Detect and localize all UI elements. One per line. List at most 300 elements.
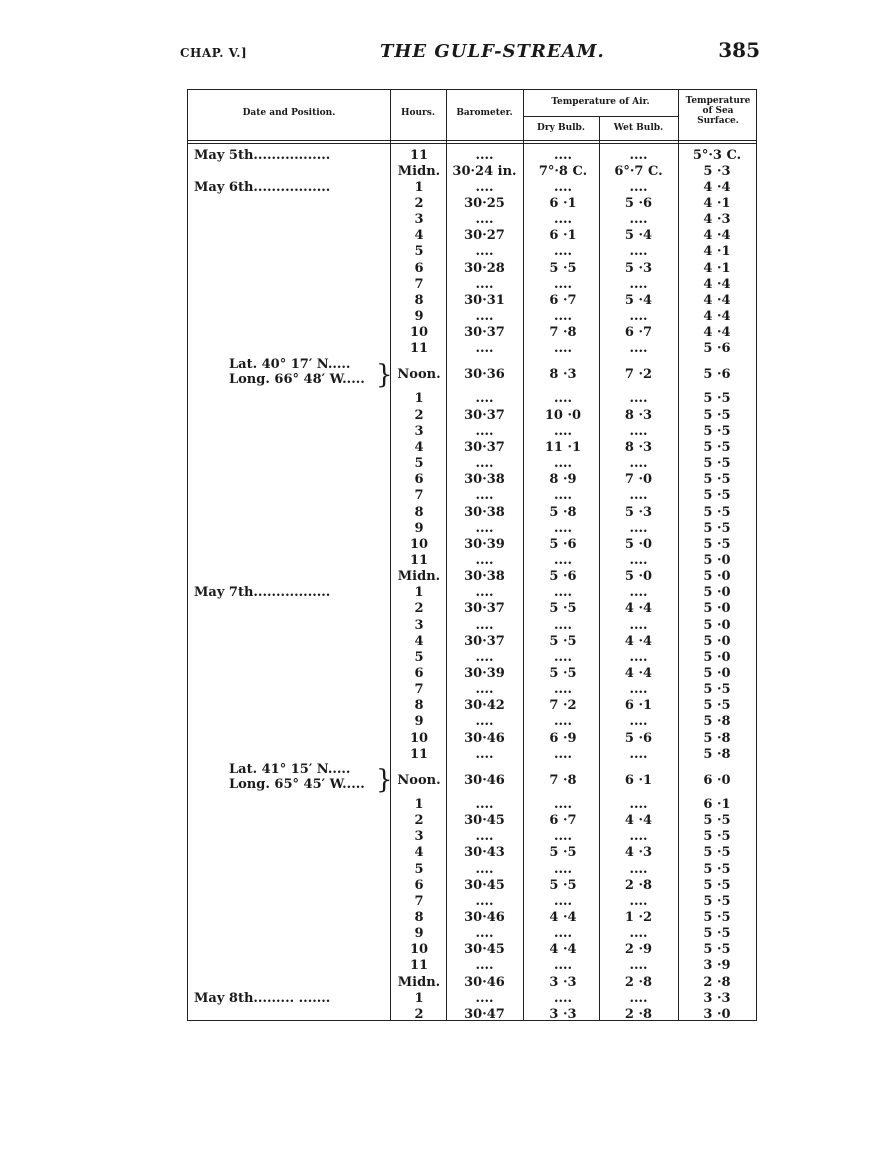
sea-temperature-cell: 5 ·0 xyxy=(703,649,731,665)
dry-bulb-cell: 11 ·1 xyxy=(544,439,582,455)
wet-bulb-cell: 5 ·3 xyxy=(624,260,653,276)
date-cell xyxy=(194,796,390,812)
date-cell: May 8th......... ....... xyxy=(194,990,331,1006)
sea-temperature-cell: 5 ·5 xyxy=(703,942,731,958)
dry-bulb-cell: 4 ·4 xyxy=(549,942,577,958)
date-cell xyxy=(194,698,390,714)
hours-cell: 4 xyxy=(414,845,424,861)
hours-cell: 10 xyxy=(409,325,429,341)
date-cell xyxy=(194,1006,390,1022)
date-cell xyxy=(194,682,390,698)
wet-bulb-cell: 6 ·1 xyxy=(624,698,653,714)
date-cell xyxy=(194,309,390,325)
wet-bulb-cell: 4 ·4 xyxy=(624,633,653,649)
date-cell: May 7th................. xyxy=(194,585,331,601)
table-row xyxy=(188,439,758,455)
wet-bulb-cell: .... xyxy=(629,617,648,633)
dry-bulb-cell: .... xyxy=(553,520,573,536)
table-row xyxy=(188,861,758,877)
wet-bulb-cell: 5 ·4 xyxy=(624,292,653,308)
wet-bulb-cell: .... xyxy=(629,309,648,324)
table-row xyxy=(188,276,758,292)
table-row xyxy=(188,730,758,746)
sea-temperature-cell: 5 ·8 xyxy=(703,730,731,746)
wet-bulb-cell: .... xyxy=(629,488,648,504)
wet-bulb-cell: 4 ·3 xyxy=(624,845,653,861)
table-row xyxy=(188,147,758,163)
table-row xyxy=(188,456,758,472)
table-row xyxy=(188,407,758,423)
hours-cell: 3 xyxy=(414,617,424,633)
hours-cell: 10 xyxy=(409,942,429,958)
table-row xyxy=(188,488,758,504)
barometer-cell: 30·37 xyxy=(464,325,505,341)
barometer-cell: 30·38 xyxy=(464,472,505,488)
table-row xyxy=(188,617,758,633)
hours-cell: 8 xyxy=(414,909,424,925)
wet-bulb-cell: 6°·7 C. xyxy=(614,163,663,179)
sea-temperature-cell: 5 ·5 xyxy=(703,488,731,504)
dry-bulb-cell: .... xyxy=(553,682,573,698)
sea-temperature-cell: 3 ·0 xyxy=(703,1006,731,1022)
table-row xyxy=(188,698,758,714)
date-cell xyxy=(194,423,390,439)
barometer-cell: 30·42 xyxy=(464,698,505,714)
barometer-cell: .... xyxy=(475,829,494,845)
sea-temperature-cell: 5 ·5 xyxy=(703,893,731,909)
header-dry-bulb: Dry Bulb. xyxy=(537,123,585,133)
table-row xyxy=(188,244,758,260)
dry-bulb-cell: .... xyxy=(553,861,573,877)
dry-bulb-cell: 8 ·3 xyxy=(549,367,577,383)
observation-table xyxy=(187,89,757,1021)
date-cell xyxy=(194,520,390,536)
wet-bulb-cell: .... xyxy=(629,990,648,1006)
hours-cell: 1 xyxy=(414,796,424,812)
header-rule xyxy=(188,143,756,144)
date-cell: May 5th................. xyxy=(194,147,331,163)
wet-bulb-cell: 4 ·4 xyxy=(624,813,653,829)
sea-temperature-cell: 5 ·6 xyxy=(703,367,731,383)
hours-cell: 1 xyxy=(414,990,424,1006)
date-cell xyxy=(194,244,390,260)
hours-cell: 7 xyxy=(414,682,424,698)
hours-cell: 5 xyxy=(414,861,424,877)
dry-bulb-cell: 6 ·1 xyxy=(549,195,577,211)
barometer-cell: 30·27 xyxy=(464,228,505,244)
sea-temperature-cell: 4 ·4 xyxy=(703,309,731,324)
header-sea-temperature: Temperature of Sea Surface. xyxy=(685,96,751,126)
hours-cell: 1 xyxy=(414,179,424,195)
sea-temperature-cell: 5 ·5 xyxy=(703,504,731,520)
sea-temperature-cell: 3 ·3 xyxy=(703,990,731,1006)
barometer-cell: .... xyxy=(475,488,494,504)
sea-temperature-cell: 3 ·9 xyxy=(703,958,731,974)
table-row xyxy=(188,325,758,341)
sea-temperature-cell: 5 ·5 xyxy=(703,698,731,714)
wet-bulb-cell: 5 ·6 xyxy=(624,730,653,746)
hours-cell: 3 xyxy=(414,829,424,845)
hours-cell: 8 xyxy=(414,698,424,714)
barometer-cell: 30·38 xyxy=(464,569,505,585)
hours-cell: 11 xyxy=(409,341,429,357)
wet-bulb-cell: .... xyxy=(629,520,648,536)
sea-temperature-cell: 5 ·0 xyxy=(703,569,731,585)
dry-bulb-cell: .... xyxy=(553,649,573,665)
wet-bulb-cell: .... xyxy=(629,746,648,762)
date-cell xyxy=(194,942,390,958)
barometer-cell: 30·37 xyxy=(464,407,505,423)
table-row xyxy=(188,1006,758,1022)
barometer-cell: .... xyxy=(475,456,494,472)
wet-bulb-cell: 6 ·7 xyxy=(624,325,653,341)
table-row xyxy=(188,163,758,179)
header-hours: Hours. xyxy=(401,108,435,118)
wet-bulb-cell: .... xyxy=(629,212,648,228)
barometer-cell: 30·38 xyxy=(464,504,505,520)
latitude-label: Lat. 41° 15′ N..... xyxy=(229,762,351,778)
table-row xyxy=(188,877,758,893)
barometer-cell: 30·24 in. xyxy=(452,163,517,179)
table-row xyxy=(188,585,758,601)
barometer-cell: .... xyxy=(475,893,494,909)
dry-bulb-cell: 6 ·1 xyxy=(549,228,577,244)
table-row xyxy=(188,195,758,211)
wet-bulb-cell: 6 ·1 xyxy=(624,772,653,788)
table-row xyxy=(188,260,758,276)
dry-bulb-cell: 5 ·5 xyxy=(549,877,577,893)
wet-bulb-cell: 4 ·4 xyxy=(624,601,653,617)
date-cell xyxy=(194,633,390,649)
sea-temperature-cell: 5 ·5 xyxy=(703,423,731,439)
date-cell xyxy=(194,552,390,568)
hours-cell: 7 xyxy=(414,893,424,909)
wet-bulb-cell: .... xyxy=(629,391,648,407)
hours-cell: 9 xyxy=(414,520,424,536)
sea-temperature-cell: 5 ·5 xyxy=(703,391,731,407)
dry-bulb-cell: 6 ·9 xyxy=(549,730,577,746)
table-row xyxy=(188,536,758,552)
barometer-cell: .... xyxy=(475,244,494,260)
sea-temperature-cell: 5 ·5 xyxy=(703,909,731,925)
sea-temperature-cell: 5 ·5 xyxy=(703,845,731,861)
date-cell xyxy=(194,260,390,276)
table-row xyxy=(188,228,758,244)
dry-bulb-cell: .... xyxy=(553,829,573,845)
date-cell xyxy=(194,926,390,942)
table-row xyxy=(188,309,758,325)
dry-bulb-cell: .... xyxy=(553,585,573,601)
barometer-cell: 30·46 xyxy=(464,974,505,990)
hours-cell: 8 xyxy=(414,292,424,308)
dry-bulb-cell: .... xyxy=(553,244,573,260)
wet-bulb-cell: .... xyxy=(629,649,648,665)
sea-temperature-cell: 4 ·4 xyxy=(703,276,731,292)
wet-bulb-cell: .... xyxy=(629,341,648,357)
dry-bulb-cell: 8 ·9 xyxy=(549,472,577,488)
hours-cell: 2 xyxy=(414,195,424,211)
brace-icon: } xyxy=(376,359,393,390)
brace-icon: } xyxy=(376,765,393,796)
sea-temperature-cell: 5 ·5 xyxy=(703,861,731,877)
date-cell xyxy=(194,488,390,504)
hours-cell: 5 xyxy=(414,649,424,665)
sea-temperature-cell: 5 ·8 xyxy=(703,714,731,730)
table-row xyxy=(188,341,758,357)
barometer-cell: 30·47 xyxy=(464,1006,505,1022)
dry-bulb-cell: .... xyxy=(553,309,573,324)
hours-cell: 1 xyxy=(414,391,424,407)
date-cell xyxy=(194,861,390,877)
dry-bulb-cell: .... xyxy=(553,746,573,762)
hours-cell: 9 xyxy=(414,714,424,730)
date-cell: May 6th................. xyxy=(194,179,331,195)
sea-temperature-cell: 4 ·1 xyxy=(703,195,731,211)
hours-cell: 9 xyxy=(414,309,424,324)
wet-bulb-cell: 5 ·0 xyxy=(624,569,653,585)
barometer-cell: .... xyxy=(475,341,494,357)
sea-temperature-cell: 5 ·5 xyxy=(703,682,731,698)
hours-cell: 4 xyxy=(414,228,424,244)
date-cell xyxy=(194,292,390,308)
date-cell xyxy=(194,456,390,472)
running-head xyxy=(180,38,760,66)
dry-bulb-cell: 5 ·5 xyxy=(549,633,577,649)
wet-bulb-cell: .... xyxy=(629,714,648,730)
wet-bulb-cell: .... xyxy=(629,147,648,163)
sea-temperature-cell: 5 ·6 xyxy=(703,341,731,357)
wet-bulb-cell: 7 ·2 xyxy=(624,367,653,383)
dry-bulb-cell: 3 ·3 xyxy=(549,1006,577,1022)
sea-temperature-cell: 4 ·4 xyxy=(703,292,731,308)
dry-bulb-cell: 7°·8 C. xyxy=(538,163,588,179)
sea-temperature-cell: 5 ·0 xyxy=(703,633,731,649)
date-cell xyxy=(194,504,390,520)
dry-bulb-cell: .... xyxy=(553,456,573,472)
wet-bulb-cell: 8 ·3 xyxy=(624,407,653,423)
date-cell xyxy=(194,212,390,228)
barometer-cell: 30·46 xyxy=(464,730,505,746)
wet-bulb-cell: 5 ·4 xyxy=(624,228,653,244)
barometer-cell: 30·36 xyxy=(464,367,505,383)
date-cell xyxy=(194,341,390,357)
header-rule xyxy=(523,116,678,117)
header-barometer: Barometer. xyxy=(456,108,513,118)
barometer-cell: 30·39 xyxy=(464,536,505,552)
dry-bulb-cell: .... xyxy=(553,423,573,439)
wet-bulb-cell: 5 ·6 xyxy=(624,195,653,211)
hours-cell: Midn. xyxy=(397,974,441,990)
sea-temperature-cell: 5 ·5 xyxy=(703,439,731,455)
sea-temperature-cell: 4 ·1 xyxy=(703,260,731,276)
sea-temperature-cell: 5 ·0 xyxy=(703,666,731,681)
header-date: Date and Position. xyxy=(242,108,336,118)
sea-temperature-cell: 5 ·5 xyxy=(703,472,731,488)
dry-bulb-cell: .... xyxy=(553,617,573,633)
barometer-cell: 30·45 xyxy=(464,877,505,893)
sea-temperature-cell: 4 ·3 xyxy=(703,212,731,228)
table-row xyxy=(188,357,758,393)
hours-cell: 8 xyxy=(414,504,424,520)
table-row xyxy=(188,926,758,942)
sea-temperature-cell: 5 ·5 xyxy=(703,520,731,536)
dry-bulb-cell: 5 ·5 xyxy=(549,260,577,276)
wet-bulb-cell: .... xyxy=(629,276,648,292)
barometer-cell: .... xyxy=(475,990,494,1006)
barometer-cell: .... xyxy=(475,861,494,877)
hours-cell: 1 xyxy=(414,585,424,601)
barometer-cell: .... xyxy=(475,147,494,163)
sea-temperature-cell: 5 ·5 xyxy=(703,407,731,423)
table-row xyxy=(188,472,758,488)
dry-bulb-cell: .... xyxy=(553,212,573,228)
dry-bulb-cell: .... xyxy=(553,391,573,407)
barometer-cell: .... xyxy=(475,520,494,536)
date-cell xyxy=(194,730,390,746)
table-row xyxy=(188,552,758,568)
date-cell xyxy=(194,601,390,617)
wet-bulb-cell: .... xyxy=(629,796,648,812)
barometer-cell: .... xyxy=(475,617,494,633)
hours-cell: 2 xyxy=(414,813,424,829)
dry-bulb-cell: 10 ·0 xyxy=(544,407,582,423)
dry-bulb-cell: 5 ·8 xyxy=(549,504,577,520)
table-row xyxy=(188,909,758,925)
date-cell xyxy=(194,746,390,762)
header-air-temperature: Temperature of Air. xyxy=(551,97,650,107)
barometer-cell: .... xyxy=(475,714,494,730)
hours-cell: 3 xyxy=(414,423,424,439)
dry-bulb-cell: .... xyxy=(553,926,573,942)
hours-cell: 2 xyxy=(414,601,424,617)
barometer-cell: 30·25 xyxy=(464,195,505,211)
latitude-label: Lat. 40° 17′ N..... xyxy=(229,356,351,372)
barometer-cell: 30·39 xyxy=(464,666,505,681)
date-cell xyxy=(194,958,390,974)
sea-temperature-cell: 5 ·0 xyxy=(703,585,731,601)
table-row xyxy=(188,829,758,845)
table-row xyxy=(188,845,758,861)
chapter-label: CHAP. V.] xyxy=(180,46,248,60)
date-cell xyxy=(194,569,390,585)
dry-bulb-cell: 7 ·8 xyxy=(549,772,577,788)
sea-temperature-cell: 5°·3 C. xyxy=(692,147,742,163)
hours-cell: 11 xyxy=(409,147,429,163)
dry-bulb-cell: .... xyxy=(553,147,573,163)
hours-cell: 10 xyxy=(409,536,429,552)
table-row xyxy=(188,762,758,798)
sea-temperature-cell: 5 ·5 xyxy=(703,813,731,829)
dry-bulb-cell: 5 ·5 xyxy=(549,845,577,861)
wet-bulb-cell: .... xyxy=(629,829,648,845)
barometer-cell: 30·45 xyxy=(464,942,505,958)
table-row xyxy=(188,714,758,730)
sea-temperature-cell: 5 ·5 xyxy=(703,536,731,552)
longitude-label: Long. 65° 45′ W..... xyxy=(229,777,365,793)
wet-bulb-cell: .... xyxy=(629,958,648,974)
hours-cell: 11 xyxy=(409,552,429,568)
hours-cell: 6 xyxy=(414,877,424,893)
dry-bulb-cell: .... xyxy=(553,990,573,1006)
hours-cell: 5 xyxy=(414,244,424,260)
sea-temperature-cell: 4 ·4 xyxy=(703,179,731,195)
barometer-cell: 30·46 xyxy=(464,772,505,788)
hours-cell: 6 xyxy=(414,260,424,276)
dry-bulb-cell: 7 ·2 xyxy=(549,698,577,714)
sea-temperature-cell: 5 ·3 xyxy=(703,163,731,179)
table-row xyxy=(188,893,758,909)
table-row xyxy=(188,292,758,308)
dry-bulb-cell: .... xyxy=(553,796,573,812)
barometer-cell: .... xyxy=(475,309,494,324)
wet-bulb-cell: .... xyxy=(629,682,648,698)
sea-temperature-cell: 5 ·0 xyxy=(703,552,731,568)
barometer-cell: 30·45 xyxy=(464,813,505,829)
barometer-cell: .... xyxy=(475,746,494,762)
sea-temperature-cell: 4 ·4 xyxy=(703,325,731,341)
sea-temperature-cell: 5 ·5 xyxy=(703,456,731,472)
wet-bulb-cell: .... xyxy=(629,926,648,942)
date-cell xyxy=(194,649,390,665)
date-cell xyxy=(194,536,390,552)
date-cell xyxy=(194,909,390,925)
wet-bulb-cell: .... xyxy=(629,585,648,601)
table-row xyxy=(188,990,758,1006)
table-row xyxy=(188,649,758,665)
wet-bulb-cell: 5 ·0 xyxy=(624,536,653,552)
wet-bulb-cell: 7 ·0 xyxy=(624,472,653,488)
barometer-cell: .... xyxy=(475,585,494,601)
dry-bulb-cell: .... xyxy=(553,341,573,357)
date-cell xyxy=(194,407,390,423)
hours-cell: 4 xyxy=(414,439,424,455)
wet-bulb-cell: .... xyxy=(629,423,648,439)
hours-cell: 7 xyxy=(414,276,424,292)
hours-cell: 11 xyxy=(409,958,429,974)
sea-temperature-cell: 4 ·4 xyxy=(703,228,731,244)
table-row xyxy=(188,942,758,958)
table-row xyxy=(188,666,758,682)
table-row xyxy=(188,520,758,536)
barometer-cell: 30·28 xyxy=(464,260,505,276)
barometer-cell: 30·37 xyxy=(464,439,505,455)
barometer-cell: .... xyxy=(475,276,494,292)
date-cell xyxy=(194,813,390,829)
table-row xyxy=(188,682,758,698)
wet-bulb-cell: .... xyxy=(629,244,648,260)
date-cell xyxy=(194,714,390,730)
barometer-cell: .... xyxy=(475,423,494,439)
hours-cell: 6 xyxy=(414,666,424,681)
date-cell xyxy=(194,893,390,909)
wet-bulb-cell: .... xyxy=(629,456,648,472)
sea-temperature-cell: 5 ·5 xyxy=(703,829,731,845)
wet-bulb-cell: 5 ·3 xyxy=(624,504,653,520)
barometer-cell: 30·46 xyxy=(464,909,505,925)
wet-bulb-cell: .... xyxy=(629,861,648,877)
table-row xyxy=(188,179,758,195)
barometer-cell: .... xyxy=(475,391,494,407)
barometer-cell: 30·31 xyxy=(464,292,505,308)
sea-temperature-cell: 6 ·1 xyxy=(703,796,731,812)
hours-cell: 2 xyxy=(414,1006,424,1022)
hours-cell: 3 xyxy=(414,212,424,228)
date-cell xyxy=(194,845,390,861)
header-rule xyxy=(188,140,756,141)
hours-cell: 9 xyxy=(414,926,424,942)
table-row xyxy=(188,569,758,585)
table-row xyxy=(188,504,758,520)
